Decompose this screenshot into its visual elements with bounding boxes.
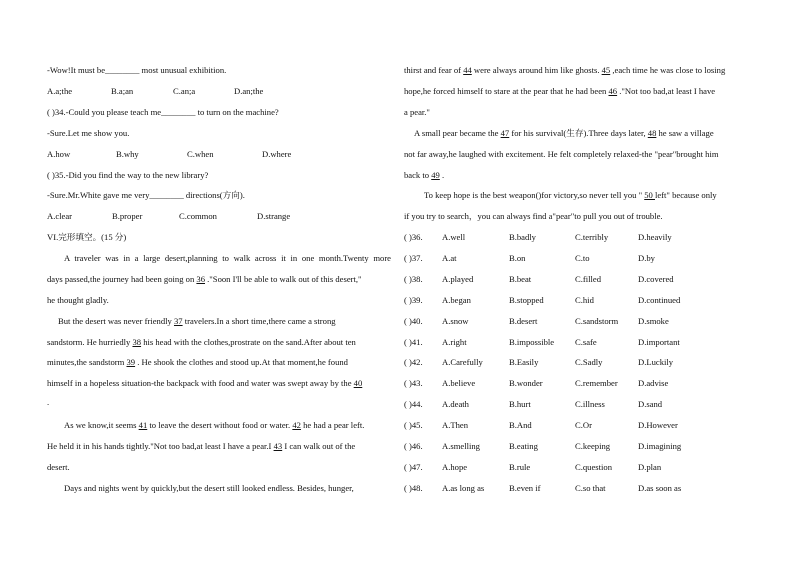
option-choice-b: B.impossible	[509, 336, 555, 347]
passage-line	[47, 337, 356, 348]
q34-option-c: C.when	[187, 149, 214, 159]
option-choice-d: D.smoke	[638, 315, 669, 326]
blank-42: 42	[292, 420, 301, 430]
option-number: ( )38.	[404, 273, 423, 284]
blank-38: 38	[132, 337, 142, 347]
option-choice-c: C.remember	[575, 378, 618, 389]
q34-option-b: B.why	[116, 149, 139, 159]
option-number: ( )41.	[404, 336, 423, 347]
option-choice-b: B.even if	[509, 482, 541, 493]
option-choice-c: C.illness	[575, 399, 605, 410]
option-choice-d: D.heavily	[638, 232, 672, 242]
passage-text: ,each time he was close to losing	[610, 65, 726, 75]
blank-47: 47	[500, 128, 510, 138]
passage-text: his head with the clothes,prostrate on the sand.After about ten	[141, 337, 356, 347]
option-choice-a: A.began	[442, 294, 471, 305]
option-choice-b: B.wonder	[509, 378, 543, 389]
option-choice-c: C.safe	[575, 336, 597, 347]
passage-text: A traveler was in a large desert,planning to walk across it in one month.Twenty more	[64, 253, 391, 263]
option-choice-a: A.snow	[442, 315, 469, 326]
option-number: ( )45.	[404, 420, 423, 431]
option-choice-d: D.plan	[638, 461, 662, 472]
option-choice-b: B.Easily	[509, 357, 539, 368]
passage-text: for his survival(生存).Three days later,	[509, 128, 648, 138]
passage-text: As we know,it seems	[64, 420, 139, 430]
q35-option-d: D.strange	[257, 211, 291, 221]
passage-line	[47, 274, 362, 285]
passage-text: . He shook the clothes and stood up.At that moment,he found	[135, 357, 348, 367]
option-choice-b: B.on	[509, 252, 526, 263]
passage-line: if you try to search，you can always find a"pear"to pull you out of trouble.	[404, 211, 663, 221]
option-choice-b: B.badly	[509, 232, 536, 242]
option-choice-d: D.covered	[638, 273, 674, 284]
passage-text: were always around him like ghosts.	[471, 65, 602, 75]
q33-prompt: -Wow!It must be________ most unusual exhibition.	[47, 65, 227, 75]
passage-text: he saw a village	[656, 128, 714, 138]
blank-36: 36	[196, 274, 205, 284]
option-choice-a: A.believe	[442, 378, 476, 389]
q34-reply: -Sure.Let me show you.	[47, 128, 130, 138]
passage-line	[58, 316, 336, 327]
option-number: ( )36.	[404, 232, 423, 242]
option-choice-a: A.Then	[442, 420, 469, 431]
passage-line: desert.	[47, 462, 70, 472]
passage-line	[414, 128, 714, 139]
passage-text: ."Soon I'll be able to walk out of this desert,"	[205, 274, 362, 284]
option-number: ( )42.	[404, 357, 423, 368]
blank-50: 50	[644, 190, 655, 200]
q33-option-d: D.an;the	[234, 86, 264, 96]
passage-line	[64, 420, 364, 431]
passage-text: .	[439, 170, 445, 180]
option-choice-d: D.as soon as	[638, 482, 682, 493]
option-choice-b: B.hurt	[509, 399, 531, 410]
option-choice-c: C.Sadly	[575, 357, 603, 368]
option-number: ( )43.	[404, 378, 423, 389]
passage-text: But the desert was never friendly	[58, 316, 174, 326]
passage-text: he had a pear left.	[300, 420, 365, 430]
q35-option-a: A.clear	[47, 211, 73, 221]
passage-text: sandstorm. He hurriedly	[47, 337, 133, 347]
option-number: ( )37.	[404, 252, 423, 263]
option-choice-d: D.imagining	[638, 441, 682, 451]
option-choice-d: D.However	[638, 420, 678, 431]
passage-text: days passed,the journey had been going on	[47, 274, 197, 284]
option-choice-c: C.so that	[575, 482, 606, 493]
option-choice-d: D.advise	[638, 378, 669, 389]
passage-line	[47, 357, 348, 368]
option-choice-c: C.hid	[575, 294, 594, 305]
passage-line: he thought gladly.	[47, 295, 109, 305]
blank-48: 48	[647, 128, 657, 138]
option-choice-d: D.important	[638, 336, 680, 347]
blank-44: 44	[463, 65, 472, 75]
option-choice-a: A.right	[442, 336, 467, 347]
passage-text: I can walk out of the	[282, 441, 356, 451]
passage-text: He held it in his hands tightly."Not too bad,at least I have a pear.I	[47, 441, 274, 451]
blank-45: 45	[601, 65, 611, 75]
option-number: ( )44.	[404, 399, 423, 410]
option-choice-c: C.question	[575, 461, 613, 472]
q33-option-a: A.a;the	[47, 86, 73, 96]
q35-reply: -Sure.Mr.White gave me very________ directions(方向).	[47, 190, 245, 200]
option-choice-b: B.rule	[509, 461, 531, 472]
option-choice-b: B.stopped	[509, 294, 544, 305]
option-choice-d: D.by	[638, 252, 655, 263]
option-choice-a: A.well	[442, 232, 466, 242]
passage-text: thirst and fear of	[404, 65, 464, 75]
option-choice-c: C.filled	[575, 273, 602, 284]
passage-line	[424, 190, 717, 201]
option-choice-b: B.beat	[509, 273, 532, 284]
passage-text: A small pear became the	[414, 128, 501, 138]
option-choice-a: A.played	[442, 273, 474, 284]
passage-text: minutes,the sandstorm	[47, 357, 127, 367]
passage-line: Days and nights went by quickly,but the desert still looked endless. Besides, hunger,	[64, 483, 354, 493]
option-choice-d: D.sand	[638, 399, 663, 410]
passage-line: not far away,he laughed with excitement. He felt completely relaxed-the "pear"brought him	[404, 149, 719, 159]
option-choice-a: A.death	[442, 399, 469, 410]
option-choice-b: B.desert	[509, 315, 538, 326]
option-choice-a: A.Carefully	[442, 357, 483, 368]
passage-text: to leave the desert without food or water.	[147, 420, 293, 430]
passage-text: back to	[404, 170, 432, 180]
blank-40: 40	[353, 378, 363, 388]
option-choice-d: D.continued	[638, 294, 681, 305]
q34-prompt: ( )34.-Could you please teach me________ to turn on the machine?	[47, 107, 279, 117]
section-title: VI.完形填空。(15 分)	[47, 232, 127, 242]
blank-49: 49	[431, 170, 440, 180]
passage-line	[404, 170, 444, 181]
option-choice-d: D.Luckily	[638, 357, 674, 368]
passage-line	[404, 86, 715, 97]
blank-43: 43	[273, 441, 283, 451]
passage-text: To keep hope is the best weapon()for victory,so never tell you "	[424, 190, 645, 200]
passage-line: a pear."	[404, 107, 430, 117]
blank-46: 46	[608, 86, 618, 96]
q35-prompt: ( )35.-Did you find the way to the new library?	[47, 170, 209, 180]
passage-text: left" because only	[654, 190, 717, 200]
option-choice-a: A.hope	[442, 461, 468, 472]
option-choice-c: C.to	[575, 252, 590, 263]
option-number: ( )48.	[404, 482, 423, 493]
blank-39: 39	[126, 357, 136, 367]
passage-text: hope,he forced himself to stare at the pear that he had been	[404, 86, 609, 96]
option-choice-c: C.terribly	[575, 232, 609, 242]
option-choice-a: A.smelling	[442, 441, 480, 451]
option-number: ( )39.	[404, 294, 423, 305]
q34-option-d: D.where	[262, 149, 292, 159]
q33-option-b: B.a;an	[111, 86, 134, 96]
passage-line	[64, 253, 391, 264]
passage-text: travelers.In a short time,there came a strong	[182, 316, 336, 326]
passage-line	[404, 65, 725, 76]
option-number: ( )47.	[404, 461, 423, 472]
option-choice-a: A.at	[442, 252, 457, 263]
option-number: ( )46.	[404, 441, 423, 451]
option-choice-b: B.And	[509, 420, 532, 431]
option-choice-c: C.keeping	[575, 441, 611, 451]
blank-37: 37	[173, 316, 183, 326]
option-choice-b: B.eating	[509, 441, 538, 451]
option-choice-c: C.sandstorm	[575, 315, 619, 326]
passage-line	[47, 378, 362, 389]
option-choice-a: A.as long as	[442, 482, 485, 493]
passage-line: .	[47, 397, 50, 407]
q35-option-c: C.common	[179, 211, 217, 221]
passage-text: himself in a hopeless situation-the backpack with food and water was swept away by the	[47, 378, 354, 388]
option-number: ( )40.	[404, 315, 423, 326]
passage-line	[47, 441, 355, 452]
q35-option-b: B.proper	[112, 211, 143, 221]
q34-option-a: A.how	[47, 149, 71, 159]
option-choice-c: C.Or	[575, 420, 592, 431]
passage-text: ."Not too bad,at least I have	[617, 86, 716, 96]
q33-option-c: C.an;a	[173, 86, 196, 96]
blank-41: 41	[138, 420, 148, 430]
